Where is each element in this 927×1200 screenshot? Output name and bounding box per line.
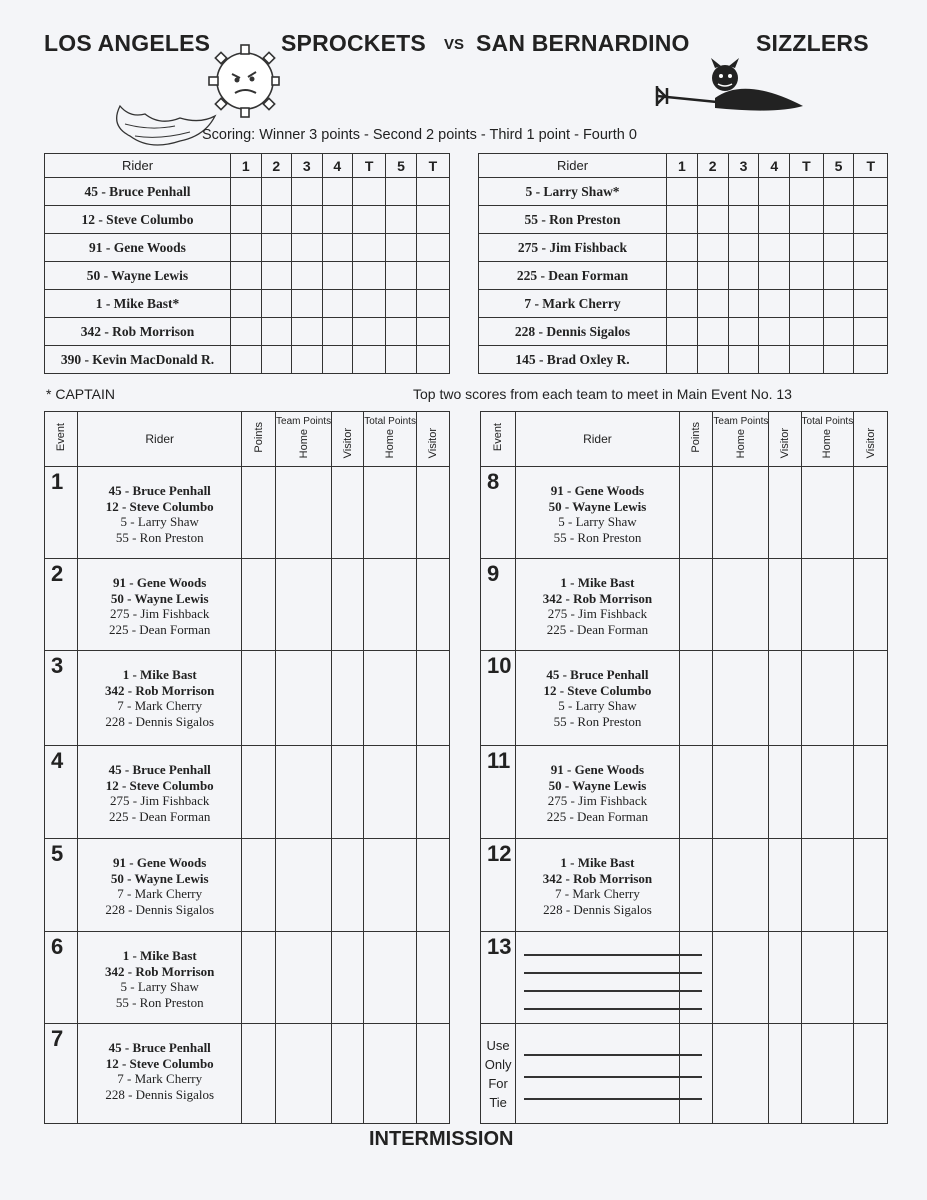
team-points-label: Team Points (276, 416, 332, 428)
home-roster-table (44, 153, 450, 374)
heat-row (45, 746, 450, 839)
heat-row (45, 932, 450, 1024)
heat-number: 2 (45, 559, 78, 651)
col-home: Team Points Home (276, 412, 332, 467)
roster-col-t: T (790, 154, 823, 178)
table-row (479, 234, 888, 262)
main-event-note: Top two scores from each team to meet in Main Event No. 13 (413, 386, 792, 402)
heat-riders: 45 - Bruce Penhall 12 - Steve Columbo 5 - Larry Shaw 55 - Ron Preston (78, 467, 242, 559)
heat-riders: 91 - Gene Woods 50 - Wayne Lewis 7 - Mark Cherry 228 - Dennis Sigalos (78, 839, 242, 932)
heat-riders: 1 - Mike Bast 342 - Rob Morrison 7 - Mark Cherry 228 - Dennis Sigalos (78, 651, 242, 746)
heats-left-body (44, 411, 450, 1124)
heat-row (481, 559, 888, 651)
roster-col-1: 1 (667, 154, 698, 178)
col-visitor-total: Visitor (416, 412, 449, 467)
captain-note: * CAPTAIN (46, 386, 115, 402)
team-points-label: Team Points (713, 416, 769, 428)
col-home-total: Total Points Home (364, 412, 417, 467)
rider-name: 55 - Ron Preston (479, 206, 667, 234)
heat-row (481, 839, 888, 932)
roster-col-5: 5 (386, 154, 417, 178)
heats-right-table (480, 411, 888, 1124)
heat-row (45, 1024, 450, 1124)
rider-name: 45 - Bruce Penhall (45, 178, 231, 206)
home-team-name: SPROCKETS (281, 30, 426, 56)
heat-number: 10 (481, 651, 516, 746)
table-row (45, 290, 450, 318)
heat-riders: 45 - Bruce Penhall 12 - Steve Columbo 5 - Larry Shaw 55 - Ron Preston (516, 651, 679, 746)
roster-col-t2: T (854, 154, 888, 178)
heat-number: 12 (481, 839, 516, 932)
col-home-total: Total Points Home (801, 412, 854, 467)
total-points-label: Total Points (364, 416, 416, 428)
table-row (45, 206, 450, 234)
home-team-city: LOS ANGELES (44, 30, 211, 56)
rider-name: 145 - Brad Oxley R. (479, 346, 667, 374)
vs-label: VS (444, 36, 465, 53)
col-visitor: Visitor (332, 412, 364, 467)
col-visitor-total: Visitor (854, 412, 888, 467)
heat-number: 5 (45, 839, 78, 932)
heat-13-lines (516, 932, 679, 1024)
heat-row (45, 467, 450, 559)
heat-number: 13 (481, 932, 516, 1024)
roster-col-1: 1 (231, 154, 262, 178)
intermission-label: INTERMISSION (369, 1128, 514, 1150)
heat-row (45, 839, 450, 932)
scoring-rules: Scoring: Winner 3 points - Second 2 points - Third 1 point - Fourth 0 (202, 127, 637, 143)
roster-col-2: 2 (261, 154, 292, 178)
heat-number: 1 (45, 467, 78, 559)
heat-riders: 91 - Gene Woods 50 - Wayne Lewis 5 - Larry Shaw 55 - Ron Preston (516, 467, 679, 559)
visitor-team-name: SIZZLERS (756, 30, 869, 56)
roster-col-rider: Rider (45, 154, 231, 178)
table-row (45, 318, 450, 346)
table-row (479, 178, 888, 206)
col-rider: Rider (78, 412, 242, 467)
rider-name: 228 - Dennis Sigalos (479, 318, 667, 346)
heat-number: 7 (45, 1024, 78, 1124)
heat-number: 4 (45, 746, 78, 839)
heat-row (481, 651, 888, 746)
rider-name: 1 - Mike Bast* (45, 290, 231, 318)
tie-note: Use Only For Tie (481, 1024, 516, 1124)
col-home: Team Points Home (713, 412, 769, 467)
roster-col-3: 3 (728, 154, 759, 178)
table-row (45, 262, 450, 290)
heat-number: 9 (481, 559, 516, 651)
heat-row (45, 559, 450, 651)
table-row (45, 234, 450, 262)
heat-riders: 1 - Mike Bast 342 - Rob Morrison 275 - Jim Fishback 225 - Dean Forman (516, 559, 679, 651)
roster-col-4: 4 (322, 154, 353, 178)
heat-row (481, 1024, 888, 1124)
heat-riders: 1 - Mike Bast 342 - Rob Morrison 7 - Mark Cherry 228 - Dennis Sigalos (516, 839, 679, 932)
col-rider: Rider (516, 412, 679, 467)
rider-name: 91 - Gene Woods (45, 234, 231, 262)
visitor-roster-table (478, 153, 888, 374)
roster-col-2: 2 (697, 154, 728, 178)
roster-header-row (45, 154, 450, 178)
rider-name: 275 - Jim Fishback (479, 234, 667, 262)
heat-riders: 45 - Bruce Penhall 12 - Steve Columbo 275 - Jim Fishback 225 - Dean Forman (78, 746, 242, 839)
roster-col-t: T (353, 154, 386, 178)
roster-col-4: 4 (759, 154, 790, 178)
rider-name: 342 - Rob Morrison (45, 318, 231, 346)
devil-logo-icon (655, 58, 805, 122)
rider-name: 5 - Larry Shaw* (479, 178, 667, 206)
col-event: Event (481, 412, 516, 467)
col-visitor: Visitor (769, 412, 801, 467)
col-points: Points (242, 412, 276, 467)
heat-row (45, 651, 450, 746)
rider-name: 12 - Steve Columbo (45, 206, 231, 234)
total-points-label: Total Points (801, 416, 854, 428)
heat-riders: 45 - Bruce Penhall 12 - Steve Columbo 7 - Mark Cherry 228 - Dennis Sigalos (78, 1024, 242, 1124)
rider-name: 225 - Dean Forman (479, 262, 667, 290)
roster-col-3: 3 (292, 154, 323, 178)
roster-col-t2: T (416, 154, 449, 178)
table-row (479, 290, 888, 318)
heat-row (481, 746, 888, 839)
visitor-team-city: SAN BERNARDINO (476, 30, 690, 56)
table-row (45, 346, 450, 374)
tie-lines (516, 1024, 679, 1124)
heat-number: 3 (45, 651, 78, 746)
col-event: Event (45, 412, 78, 467)
heat-riders: 1 - Mike Bast 342 - Rob Morrison 5 - Larry Shaw 55 - Ron Preston (78, 932, 242, 1024)
table-row (479, 206, 888, 234)
heat-row (481, 467, 888, 559)
roster-col-rider: Rider (479, 154, 667, 178)
rider-name: 50 - Wayne Lewis (45, 262, 231, 290)
roster-col-5: 5 (823, 154, 854, 178)
table-row (479, 346, 888, 374)
heat-row (481, 932, 888, 1024)
table-row (479, 262, 888, 290)
table-row (479, 318, 888, 346)
roster-header-row (479, 154, 888, 178)
rider-name: 390 - Kevin MacDonald R. (45, 346, 231, 374)
rider-name: 7 - Mark Cherry (479, 290, 667, 318)
heat-riders: 91 - Gene Woods 50 - Wayne Lewis 275 - Jim Fishback 225 - Dean Forman (516, 746, 679, 839)
heat-riders: 91 - Gene Woods 50 - Wayne Lewis 275 - Jim Fishback 225 - Dean Forman (78, 559, 242, 651)
table-row (45, 178, 450, 206)
heat-number: 8 (481, 467, 516, 559)
heat-number: 11 (481, 746, 516, 839)
heat-number: 6 (45, 932, 78, 1024)
col-points: Points (679, 412, 713, 467)
